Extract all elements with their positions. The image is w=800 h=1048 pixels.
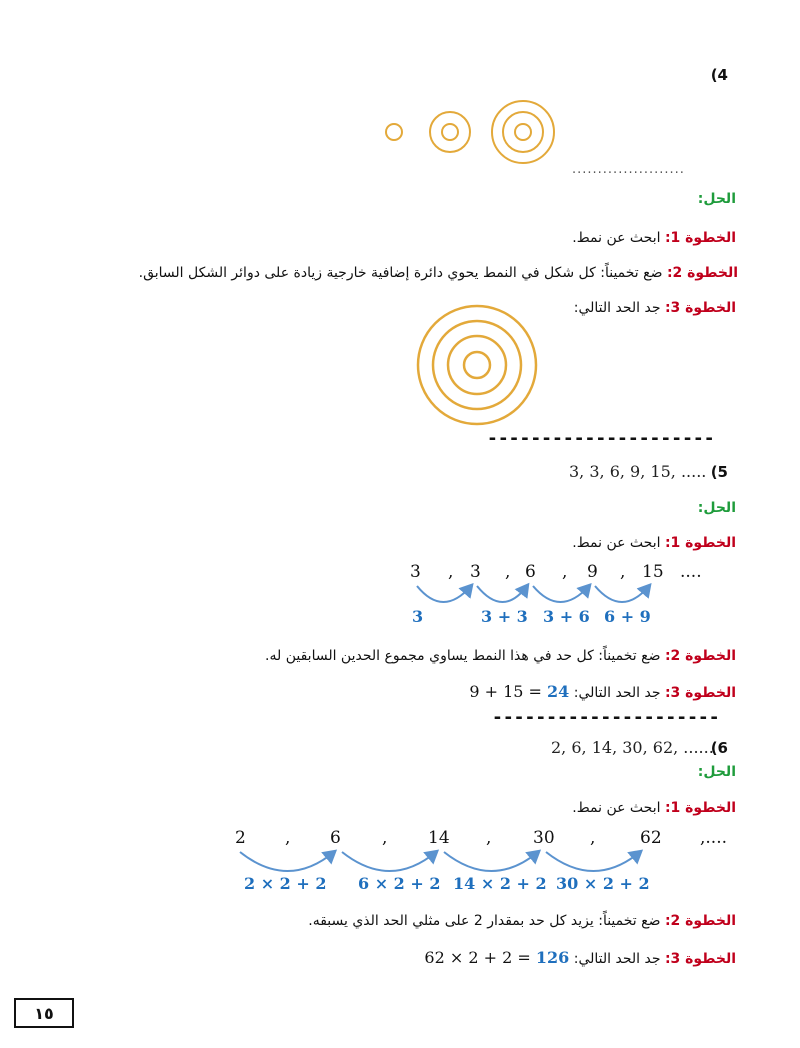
q5-term: 15 — [642, 562, 664, 582]
step1-label: الخطوة 1: — [664, 535, 736, 551]
q6-sequence: 2, 6, 14, 30, 62, ...... — [551, 738, 714, 757]
q5-diff: 3 + 6 — [543, 607, 590, 626]
pattern-circle-1 — [386, 124, 402, 140]
q5-arrow-1 — [417, 586, 471, 602]
step2-text: ضع تخميناً: يزيد كل حد بمقدار 2 على مثلي الحد الذي يسبقه. — [308, 913, 661, 929]
step2-label: الخطوة 2: — [664, 913, 736, 929]
q6-comma: , — [285, 828, 291, 848]
pattern-circle-3-inner — [515, 124, 531, 140]
q5-diff: 3 — [412, 607, 424, 626]
q5-diff: 3 + 3 — [481, 607, 528, 626]
q6-comma: , — [486, 828, 492, 848]
separator-1: --------------------- — [487, 428, 715, 449]
answer-circle-2 — [448, 336, 506, 394]
step1-label: الخطوة 1: — [664, 800, 736, 816]
q6-comma: , — [382, 828, 388, 848]
q5-sequence: 3, 3, 6, 9, 15, ..... — [569, 462, 707, 481]
q6-arrow-1 — [240, 852, 334, 871]
step3-answer: 126 — [535, 948, 570, 967]
pattern-circle-2-outer — [430, 112, 470, 152]
q5-term: 3 — [410, 562, 421, 582]
answer-circle-1 — [464, 352, 490, 378]
step1-text: ابحث عن نمط. — [572, 230, 661, 246]
q5-arrows — [405, 580, 665, 610]
q6-step2 — [308, 913, 736, 929]
q6-step1 — [572, 800, 736, 816]
pattern-circle-2-inner — [442, 124, 458, 140]
step2-label: الخطوة 2: — [664, 648, 736, 664]
pattern-circle-3-mid — [503, 112, 543, 152]
step3-label: الخطوة 3: — [664, 951, 736, 967]
q6-term: 30 — [533, 828, 555, 848]
step3-label: الخطوة 3: — [664, 685, 736, 701]
step3-expression: 62 × 2 + 2 = 126 — [424, 948, 570, 967]
q4-step1 — [572, 230, 736, 246]
q6-step3 — [424, 948, 736, 967]
solution-label-5: الحل: — [697, 500, 736, 516]
q6-term: 2 — [235, 828, 246, 848]
q6-rule: 6 × 2 + 2 — [358, 874, 441, 893]
q5-comma: , — [562, 562, 568, 582]
solution-label-4: الحل: — [697, 191, 736, 207]
q5-term: 6 — [525, 562, 536, 582]
q5-comma: , — [505, 562, 511, 582]
next-term-figure — [412, 300, 542, 430]
q6-rule: 2 × 2 + 2 — [244, 874, 327, 893]
step1-text: ابحث عن نمط. — [572, 800, 661, 816]
step3-answer: 24 — [547, 682, 570, 701]
q5-diff: 6 + 9 — [604, 607, 651, 626]
answer-circle-4 — [418, 306, 536, 424]
q5-step3 — [469, 682, 736, 701]
q6-comma: , — [590, 828, 596, 848]
page-number-box — [14, 998, 74, 1028]
q5-ellipsis: .... — [680, 562, 702, 582]
q6-arrow-2 — [342, 852, 436, 871]
step3-text: جد الحد التالي: — [573, 300, 661, 316]
q5-term: 3 — [470, 562, 481, 582]
q5-step2 — [265, 648, 736, 664]
step1-text: ابحث عن نمط. — [572, 535, 661, 551]
step2-label: الخطوة 2: — [666, 265, 738, 281]
step3-label: الخطوة 3: — [664, 300, 736, 316]
q6-term: 62 — [640, 828, 662, 848]
q5-arrow-3 — [533, 586, 589, 602]
q4-step2 — [139, 265, 738, 281]
step1-label: الخطوة 1: — [664, 230, 736, 246]
q6-rule: 14 × 2 + 2 — [453, 874, 547, 893]
question-number-6: (6 — [710, 739, 728, 757]
q5-arrow-2 — [477, 586, 527, 602]
step3-expression: 9 + 15 = 24 — [469, 682, 570, 701]
q6-term: 6 — [330, 828, 341, 848]
q5-arrow-4 — [595, 586, 649, 602]
circle-pattern-figure — [378, 90, 558, 180]
q4-step3 — [574, 300, 736, 316]
q6-arrow-3 — [444, 852, 538, 871]
q5-comma: , — [448, 562, 454, 582]
step2-text: ضع تخميناً: كل شكل في النمط يحوي دائرة إضافية خارجية زيادة على دوائر الشكل السابق. — [138, 265, 663, 281]
page-number: ١٥ — [34, 1004, 54, 1023]
solution-label-6: الحل: — [697, 764, 736, 780]
q6-term: 14 — [428, 828, 450, 848]
step2-text: ضع تخميناً: كل حد في هذا النمط يساوي مجموع الحدين السابقين له. — [265, 648, 661, 664]
q5-term: 9 — [587, 562, 598, 582]
question-number-5: (5 — [710, 463, 728, 481]
question-number-4: (4 — [710, 66, 728, 84]
answer-circle-3 — [433, 321, 521, 409]
q5-step1 — [572, 535, 736, 551]
q6-rule: 30 × 2 + 2 — [556, 874, 650, 893]
separator-2: --------------------- — [492, 707, 720, 728]
step3-text: جد الحد التالي: — [573, 685, 661, 701]
step3-text: جد الحد التالي: — [573, 951, 661, 967]
pattern-circle-3-outer — [492, 101, 554, 163]
q6-ellipsis: ,.... — [700, 828, 728, 848]
q5-comma: , — [620, 562, 626, 582]
q6-arrow-4 — [546, 852, 640, 871]
answer-blank: ...................... — [572, 162, 685, 177]
